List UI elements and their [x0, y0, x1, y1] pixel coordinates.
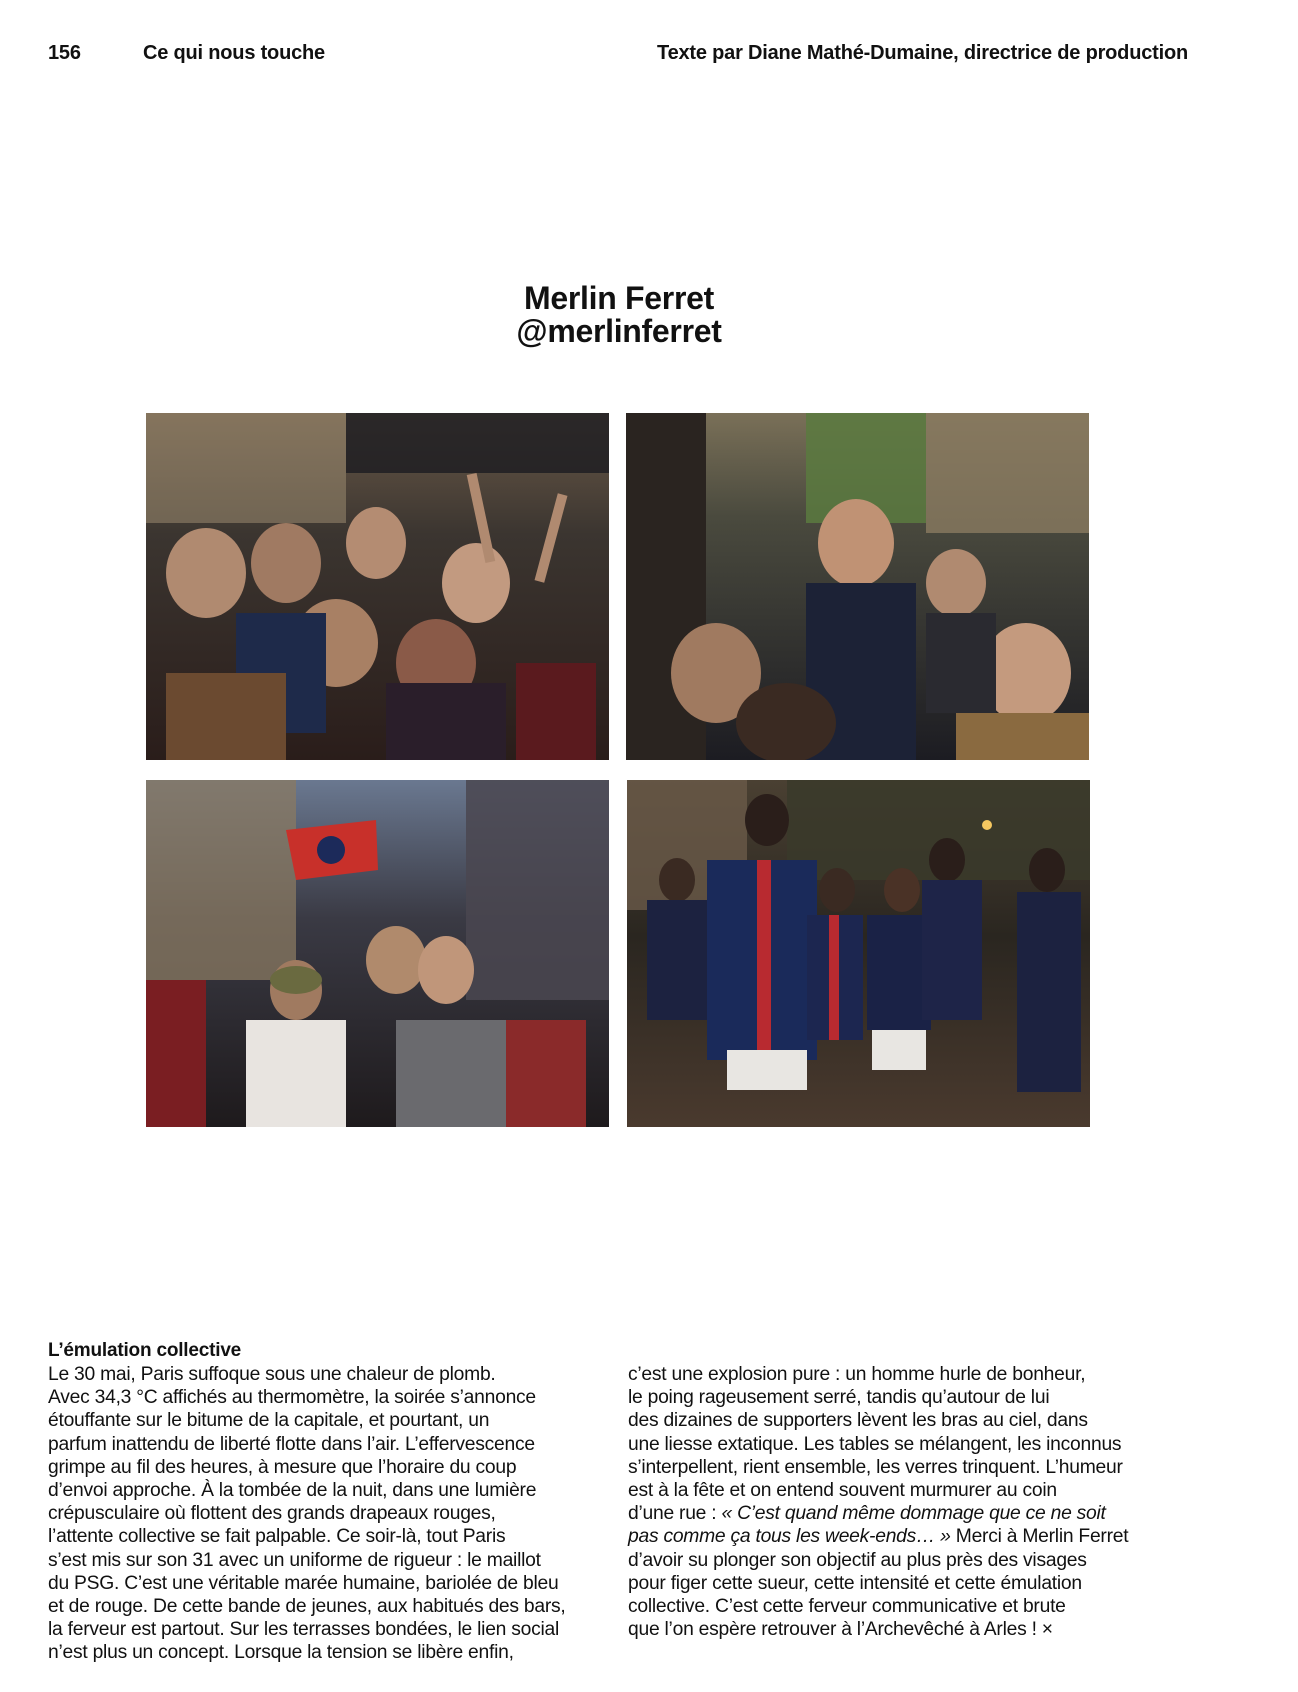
- text-line: c’est une explosion pure : un homme hurle de bonheur,: [628, 1364, 1086, 1385]
- photographer-name: Merlin Ferret: [524, 280, 714, 316]
- text-line: s’interpellent, rient ensemble, les verres trinquent. L’humeur: [628, 1456, 1123, 1478]
- text-line: s’est mis sur son 31 avec un uniforme de rigueur : le maillot: [48, 1549, 541, 1571]
- quote-lead-in: d’une rue :: [628, 1503, 722, 1525]
- page-header: [48, 42, 1188, 70]
- text-line-quote: [628, 1502, 1188, 1525]
- photographer-handle: @merlinferret: [516, 313, 722, 349]
- page-number: 156: [48, 42, 81, 64]
- photographer-block: [0, 282, 1238, 348]
- article-column-right: [628, 1363, 1188, 1641]
- text-line-quote-end: [628, 1525, 1188, 1548]
- author-credit: Texte par Diane Mathé-Dumaine, directrice de production: [657, 42, 1188, 64]
- text-line: n’est plus un concept. Lorsque la tension se libère enfin,: [48, 1642, 514, 1664]
- text-line: d’envoi approche. À la tombée de la nuit, dans une lumière: [48, 1480, 537, 1502]
- text-line: la ferveur est partout. Sur les terrasses bondées, le lien social: [48, 1619, 560, 1641]
- text-line: des dizaines de supporters lèvent les bras au ciel, dans: [628, 1410, 1088, 1432]
- article-column-left: [48, 1363, 608, 1665]
- text-line: crépusculaire où flottent des grands drapeaux rouges,: [48, 1503, 496, 1525]
- text-line: une liesse extatique. Les tables se mélangent, les inconnus: [628, 1433, 1122, 1455]
- quote-followup: Merci à Merlin Ferret: [950, 1526, 1129, 1548]
- photo-young-fans-psg-jerseys: [627, 780, 1090, 1127]
- text-line: du PSG. C’est une véritable marée humaine, bariolée de bleu: [48, 1572, 559, 1594]
- text-line: Avec 34,3 °C affichés au thermomètre, la soirée s’annonce: [48, 1387, 536, 1409]
- quote-text-end: pas comme ça tous les week-ends… »: [628, 1526, 951, 1548]
- text-line: parfum inattendu de liberté flotte dans l’air. L’effervescence: [48, 1433, 535, 1455]
- text-line: Le 30 mai, Paris suffoque sous une chaleur de plomb.: [48, 1364, 496, 1385]
- text-line: est à la fête et on entend souvent murmurer au coin: [628, 1480, 1057, 1502]
- photo-fan-fist-pump-street: [626, 413, 1089, 760]
- article-paragraph-left: [48, 1363, 608, 1665]
- article-heading: L’émulation collective: [48, 1340, 242, 1361]
- text-line: que l’on espère retrouver à l’Archevêché à Arles ! ×: [628, 1619, 1053, 1641]
- text-line: l’attente collective se fait palpable. Ce soir-là, tout Paris: [48, 1526, 506, 1548]
- text-line: et de rouge. De cette bande de jeunes, aux habitués des bars,: [48, 1596, 566, 1618]
- text-line: grimpe au fil des heures, à mesure que l’horaire du coup: [48, 1456, 517, 1478]
- text-line: pour figer cette sueur, cette intensité et cette émulation: [628, 1572, 1082, 1594]
- text-line: le poing rageusement serré, tandis qu’autour de lui: [628, 1387, 1050, 1409]
- article-paragraph-right: [628, 1363, 1188, 1641]
- section-title: Ce qui nous touche: [143, 42, 325, 64]
- text-line: étouffante sur le bitume de la capitale, et pourtant, un: [48, 1410, 490, 1432]
- photo-crowd-street-flag: [146, 780, 609, 1127]
- photo-cheering-cafe-terrace: [146, 413, 609, 760]
- text-line: d’avoir su plonger son objectif au plus près des visages: [628, 1549, 1087, 1571]
- quote-text: « C’est quand même dommage que ce ne soit: [721, 1503, 1106, 1525]
- text-line: collective. C’est cette ferveur communicative et brute: [628, 1596, 1066, 1618]
